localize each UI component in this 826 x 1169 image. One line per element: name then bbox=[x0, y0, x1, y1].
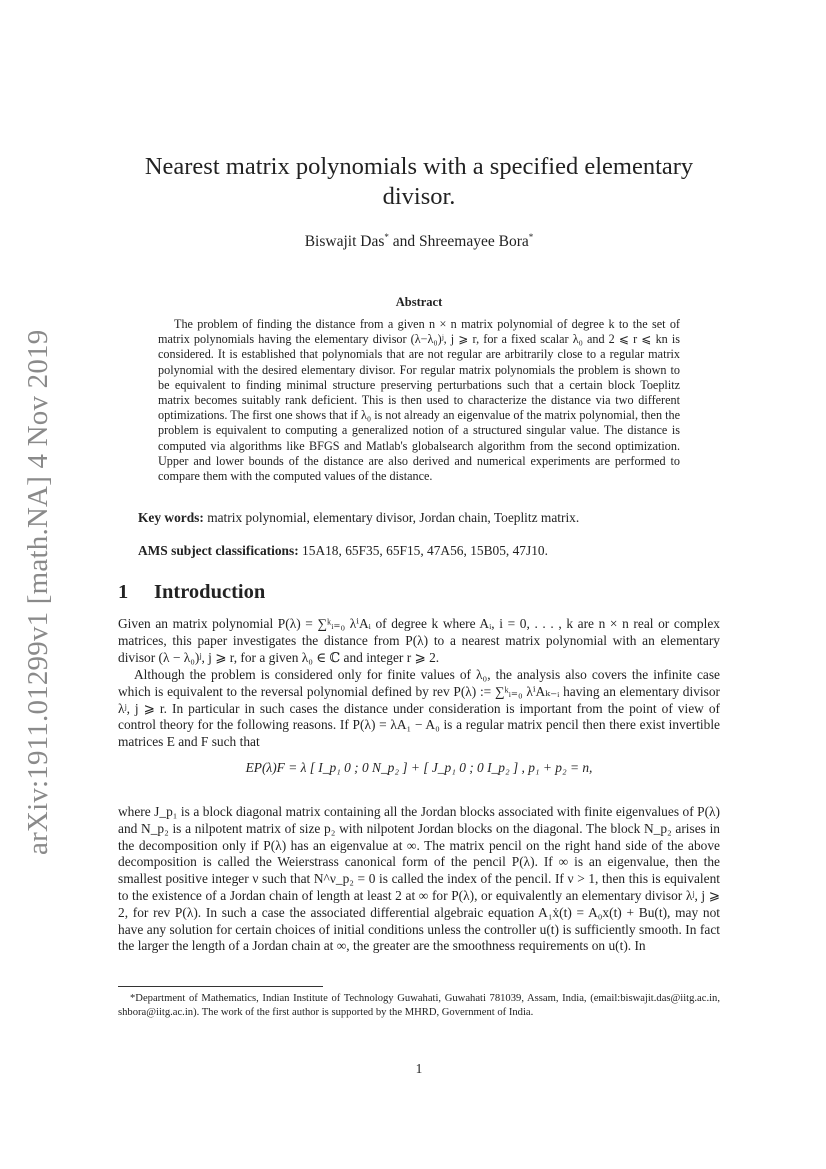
author-name: Shreemayee Bora bbox=[419, 233, 529, 250]
paragraph: Although the problem is considered only for finite values of λ₀, the analysis also covers the infinite case which is equivalent to the reversal polynomial defined by rev P(λ) := ∑ᵏᵢ₌₀ λⁱAₖ₋ᵢ having an elementary divisor λʲ, j ⩾ r. In particular in such cases the distance under consideration is important from the point of view of control theory for the following reasons. If P(λ) = λA₁ − A₀ is a regular matrix pencil then there exist invertible matrices E and F such that bbox=[118, 667, 720, 750]
footnote-mark: * bbox=[384, 232, 389, 242]
paper-title: Nearest matrix polynomials with a specified elementary divisor. bbox=[144, 153, 694, 210]
ams-value: 15A18, 65F35, 65F15, 47A56, 15B05, 47J10. bbox=[302, 543, 548, 558]
author-name: Biswajit Das bbox=[304, 233, 385, 250]
section-number: 1 bbox=[118, 581, 129, 603]
page-number: 1 bbox=[415, 1061, 423, 1076]
section-heading bbox=[118, 581, 720, 604]
footnote-rule bbox=[118, 986, 323, 987]
footnote: *Department of Mathematics, Indian Institute of Technology Guwahati, Guwahati 781039, Assam, India, (email:biswajit.das@iitg.ac.in, shbora@iitg.ac.in). The work of the first author is supported by the MHRD, Government of India. bbox=[118, 993, 720, 1018]
footnote-mark: * bbox=[528, 232, 534, 242]
ams-label: AMS subject classifications: bbox=[138, 543, 299, 558]
author-line bbox=[118, 232, 720, 251]
display-equation: EP(λ)F = λ [ I_p₁ 0 ; 0 N_p₂ ] + [ J_p₁ 0 ; 0 I_p₂ ] , p₁ + p₂ = n, bbox=[245, 760, 593, 775]
keywords-label: Key words: bbox=[138, 510, 204, 525]
keywords bbox=[138, 510, 718, 526]
section-title: Introduction bbox=[154, 581, 266, 603]
ams-classifications bbox=[138, 543, 718, 559]
arxiv-identifier-stamp: arXiv:1911.01299v1 [math.NA] 4 Nov 2019 bbox=[22, 329, 54, 855]
paragraph: where J_p₁ is a block diagonal matrix containing all the Jordan blocks associated with finite eigenvalues of P(λ) and N_p₂ is a nilpotent matrix of size p₂ with nilpotent Jordan blocks on the diagonal. The block N_p₂ arises in the decomposition only if P(λ) has an eigenvalue at ∞. The matrix pencil on the right hand side of the above decomposition is called the Weierstrass canonical form of the pencil P(λ). If ∞ is an eigenvalue, then the smallest positive integer ν such that N^ν_p₂ = 0 is called the index of the pencil. If ν > 1, then this is equivalent to the existence of a Jordan chain of length at least 2 at ∞ for P(λ), or equivalently an elementary divisor λʲ, j ⩾ 2, for rev P(λ). In such a case the associated differential algebraic equation A₁ẋ(t) = A₀x(t) + Bu(t), may not have any solution for certain choices of initial conditions unless the controller u(t) is sufficiently smooth. In fact the larger the length of a Jordan chain at ∞, the greater are the smoothness requirements on u(t). In bbox=[118, 804, 720, 954]
author-connector: and bbox=[392, 233, 416, 250]
abstract-text: The problem of finding the distance from a given n × n matrix polynomial of degree k to the set of matrix polynomials having the elementary divisor (λ−λ₀)ʲ, j ⩾ r, for a fixed scalar λ₀ and 2 ⩽ r ⩽ kn is considered. It is established that polynomials that are not regular are arbitrarily close to a regular matrix polynomial with the desired elementary divisor. For regular matrix polynomials the problem is shown to be equivalent to finding minimal structure preserving perturbations such that a certain block Toeplitz matrix becomes suitably rank deficient. This is then used to characterize the distance via two different optimizations. The first one shows that if λ₀ is not already an eigenvalue of the matrix polynomial, then the problem is equivalent to computing a generalized notion of a structured singular value. The distance is computed via algorithms like BFGS and Matlab's globalsearch algorithm from the second optimization. Upper and lower bounds of the distance are also derived and numerical experiments are performed to compare them with the computed values of the distance. bbox=[158, 317, 680, 484]
paragraph: Given an matrix polynomial P(λ) = ∑ᵏᵢ₌₀ λⁱAᵢ of degree k where Aᵢ, i = 0, . . . , k are n × n real or complex matrices, this paper investigates the distance from P(λ) to a nearest matrix polynomial with an elementary divisor (λ − λ₀)ʲ, j ⩾ r, for a given λ₀ ∈ ℂ and integer r ⩾ 2. bbox=[118, 616, 720, 665]
keywords-value: matrix polynomial, elementary divisor, Jordan chain, Toeplitz matrix. bbox=[207, 510, 580, 525]
abstract-heading: Abstract bbox=[395, 295, 443, 309]
